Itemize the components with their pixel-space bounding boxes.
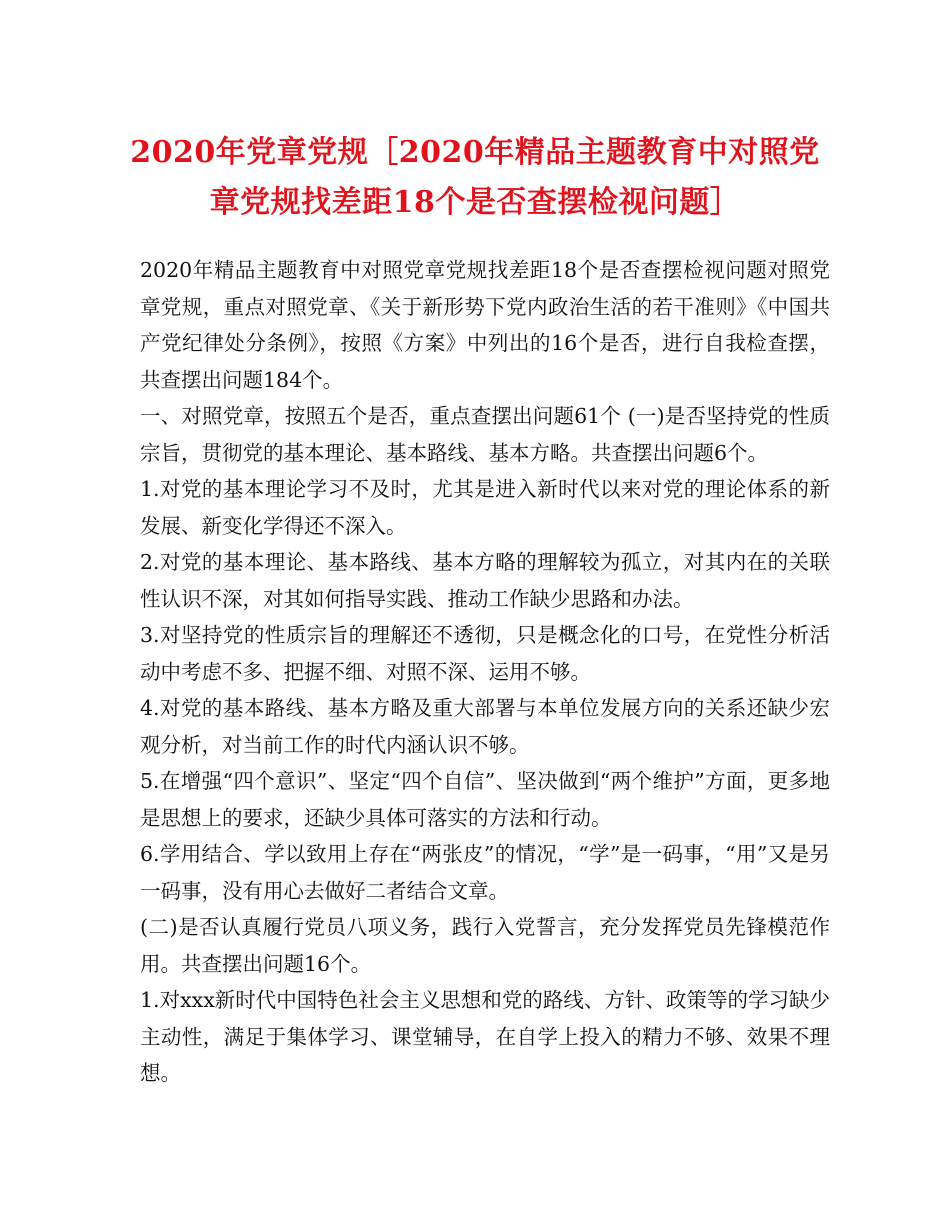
paragraph: 6.学用结合、学以致用上存在“两张皮”的情况，“学”是一码事，“用”又是另一码事，没有用心去做好二者结合文章。 (140, 842, 830, 903)
document-body (140, 252, 830, 1092)
paragraph: 4.对党的基本路线、基本方略及重大部署与本单位发展方向的关系还缺少宏观分析，对当前工作的时代内涵认识不够。 (140, 696, 830, 757)
paragraph: 3.对坚持党的性质宗旨的理解还不透彻，只是概念化的口号，在党性分析活动中考虑不多、把握不细、对照不深、运用不够。 (140, 623, 830, 684)
paragraph: 5.在增强“四个意识”、坚定“四个自信”、坚决做到“两个维护”方面，更多地是思想上的要求，还缺少具体可落实的方法和行动。 (140, 769, 830, 830)
document-title: 2020年党章党规［2020年精品主题教育中对照党章党规找差距18个是否查摆检视问题］ (130, 135, 820, 220)
paragraph: 1.对党的基本理论学习不及时，尤其是进入新时代以来对党的理论体系的新发展、新变化学得还不深入。 (140, 477, 830, 538)
paragraph: 2.对党的基本理论、基本路线、基本方略的理解较为孤立，对其内在的关联性认识不深，对其如何指导实践、推动工作缺少思路和办法。 (140, 550, 830, 611)
paragraph: (二)是否认真履行党员八项义务，践行入党誓言，充分发挥党员先锋模范作用。共查摆出问题16个。 (140, 915, 830, 976)
paragraph: 2020年精品主题教育中对照党章党规找差距18个是否查摆检视问题对照党章党规，重点对照党章、《关于新形势下党内政治生活的若干准则》《中国共产党纪律处分条例》，按照《方案》中列出的16个是否，进行自我检查摆，共查摆出问题184个。 (140, 258, 830, 392)
paragraph: 一、对照党章，按照五个是否，重点查摆出问题61个 (一)是否坚持党的性质宗旨，贯彻党的基本理论、基本路线、基本方略。共查摆出问题6个。 (140, 404, 830, 465)
paragraph: 1.对xxx新时代中国特色社会主义思想和党的路线、方针、政策等的学习缺少主动性，满足于集体学习、课堂辅导，在自学上投入的精力不够、效果不理想。 (140, 988, 830, 1085)
